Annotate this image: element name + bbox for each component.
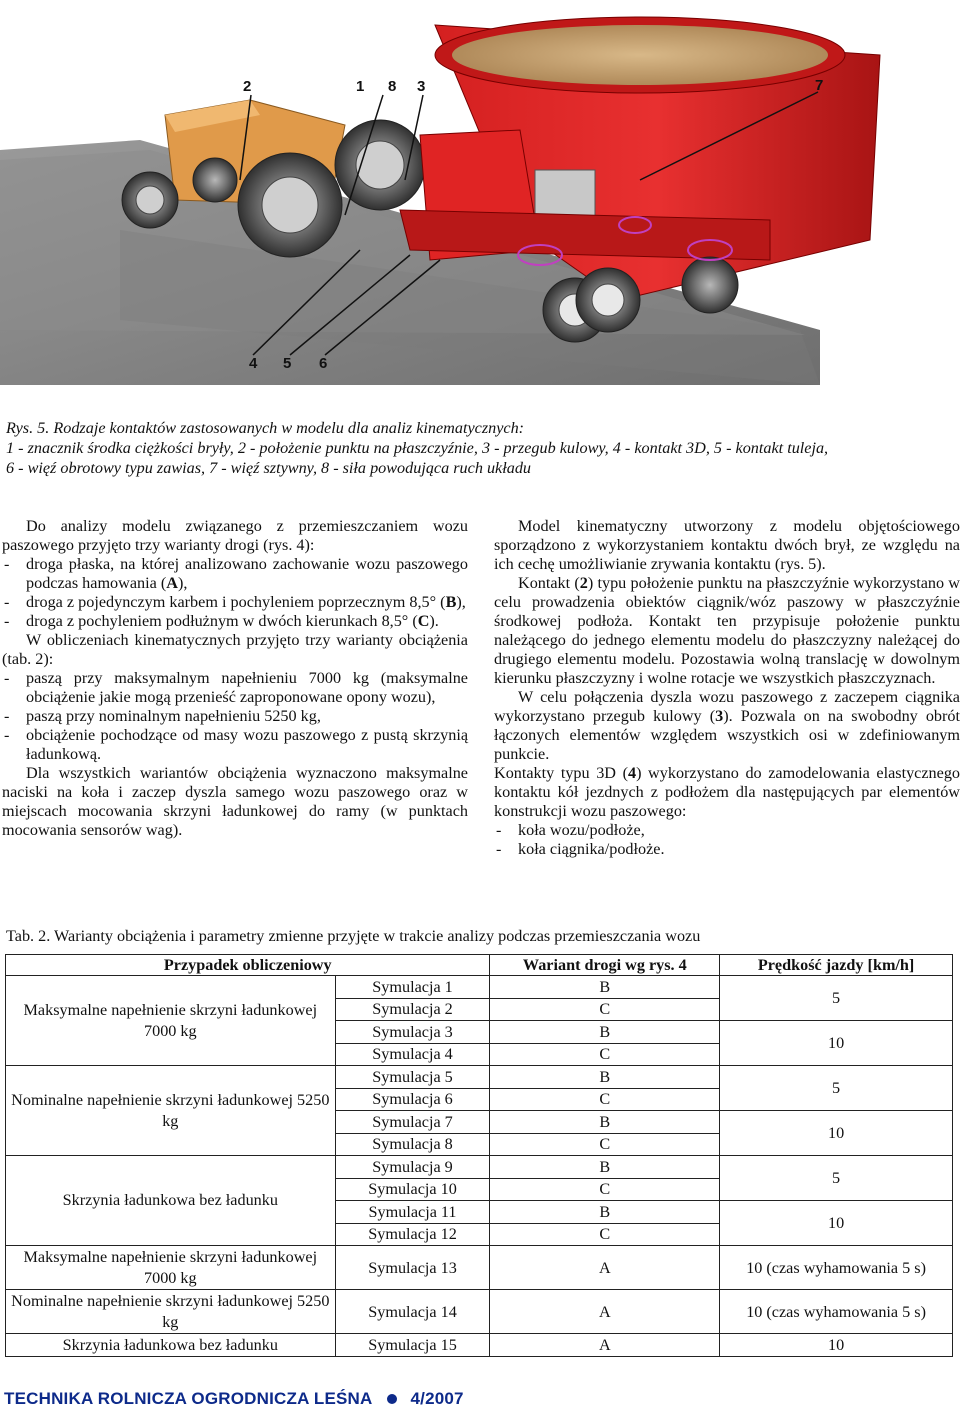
table-row xyxy=(6,1246,953,1290)
variant-cell: C xyxy=(490,998,720,1021)
right-paragraph-2: Kontakt (2) typu położenie punktu na płaszczyźnie wykorzystano w celu prowadzenia obiektów ciągnik/wóz paszowy w płaszczyźnie środkowej podłoża. Kontakt ten przypisuje położenie punktu należącego do jednego elementu modelu do płaszczyzny należącej do drugiego elementu modelu. Pozostawia wolną translację w dowolnym kierunku płaszczyzny i wolne rotacje we wszystkich płaszczyznach. xyxy=(494,574,960,687)
right-list-item-2: - koła ciągnika/podłoże. xyxy=(496,840,665,858)
load-variants-table xyxy=(5,954,953,1357)
table-row xyxy=(6,1290,953,1334)
label-1: 1 xyxy=(356,78,365,95)
speed-cell: 10 (czas wyhamowania 5 s) xyxy=(720,1246,953,1290)
group-cell: Maksymalne napełnienie skrzyni ładunkowej 7000 kg xyxy=(6,1246,336,1290)
left-list-item-1: - droga płaska, na której analizowano zachowanie wozu paszowego podczas hamowania (A), xyxy=(4,555,468,592)
left-list-item-6: - obciążenie pochodzące od masy wozu paszowego z pustą skrzynią ładunkową. xyxy=(4,726,468,763)
variant-cell: C xyxy=(490,1223,720,1246)
header-case: Przypadek obliczeniowy xyxy=(6,955,490,976)
caption-line-1: Rys. 5. Rodzaje kontaktów zastosowanych w modelu dla analiz kinematycznych: xyxy=(6,419,525,437)
sim-cell: Symulacja 15 xyxy=(335,1334,490,1357)
journal-footer xyxy=(4,1389,464,1409)
variant-cell: A xyxy=(490,1246,720,1290)
right-paragraph-3: W celu połączenia dyszla wozu paszowego z zaczepem ciągnika wykorzystano przegub kulowy (3). Pozwala on na swobodny obrót łączonych elementów względem wszystkich osi w zdefiniowanym punkcie. xyxy=(494,688,960,763)
variant-cell: B xyxy=(490,1066,720,1089)
journal-issue: 4/2007 xyxy=(410,1389,464,1408)
right-paragraph-4: Kontakty typu 3D (4) wykorzystano do zamodelowania elastycznego kontaktu kół jezdnych z podłożem dla następujących par elementów konstrukcji wozu paszowego: xyxy=(494,764,960,820)
variant-cell: A xyxy=(490,1334,720,1357)
speed-cell: 10 xyxy=(720,1334,953,1357)
caption-line-2: 1 - znacznik środka ciężkości bryły, 2 - położenie punktu na płaszczyźnie, 3 - przegub kulowy, 4 - kontakt 3D, 5 - kontakt tuleja, xyxy=(6,439,829,457)
group-cell: Skrzynia ładunkowa bez ładunku xyxy=(6,1334,336,1357)
variant-cell: B xyxy=(490,1156,720,1179)
variant-cell: B xyxy=(490,1201,720,1224)
table-row xyxy=(6,1066,953,1089)
right-paragraph-1: Model kinematyczny utworzony z modelu objętościowego sporządzono z wykorzystaniem kontaktu dwóch brył, ze względu na ich cechę umożliwianie zrywania kontaktu (rys. 5). xyxy=(494,517,960,573)
sim-cell: Symulacja 13 xyxy=(335,1246,490,1290)
group-cell: Maksymalne napełnienie skrzyni ładunkowej 7000 kg xyxy=(6,976,336,1066)
label-4: 4 xyxy=(249,355,258,372)
speed-cell: 10 xyxy=(720,1021,953,1066)
label-5: 5 xyxy=(283,355,292,372)
sim-cell: Symulacja 2 xyxy=(335,998,490,1021)
header-speed: Prędkość jazdy [km/h] xyxy=(720,955,953,976)
label-6: 6 xyxy=(319,355,328,372)
sim-cell: Symulacja 10 xyxy=(335,1178,490,1201)
feed-wagon-illustration xyxy=(0,0,960,395)
left-list-item-4: - paszą przy maksymalnym napełnieniu 7000 kg (maksymalne obciążenie jakie mogą przenieść zaproponowane opony wozu), xyxy=(4,669,468,706)
sim-cell: Symulacja 11 xyxy=(335,1201,490,1224)
sim-cell: Symulacja 1 xyxy=(335,976,490,999)
sim-cell: Symulacja 5 xyxy=(335,1066,490,1089)
figure-caption xyxy=(6,418,956,478)
sim-cell: Symulacja 6 xyxy=(335,1088,490,1111)
speed-cell: 5 xyxy=(720,1066,953,1111)
group-cell: Nominalne napełnienie skrzyni ładunkowej 5250 kg xyxy=(6,1066,336,1156)
table-header-row xyxy=(6,955,953,976)
label-3: 3 xyxy=(417,78,426,95)
sim-cell: Symulacja 14 xyxy=(335,1290,490,1334)
journal-title: TECHNIKA ROLNICZA OGRODNICZA LEŚNA xyxy=(4,1389,373,1408)
variant-cell: C xyxy=(490,1088,720,1111)
variant-cell: C xyxy=(490,1178,720,1201)
sim-cell: Symulacja 12 xyxy=(335,1223,490,1246)
right-list-item-1: - koła wozu/podłoże, xyxy=(496,821,645,839)
variant-cell: A xyxy=(490,1290,720,1334)
sim-cell: Symulacja 7 xyxy=(335,1111,490,1134)
sim-cell: Symulacja 8 xyxy=(335,1133,490,1156)
sim-cell: Symulacja 9 xyxy=(335,1156,490,1179)
variant-cell: B xyxy=(490,976,720,999)
left-paragraph-3: Dla wszystkich wariantów obciążenia wyznaczono maksymalne naciski na koła i zaczep dyszla samego wozu paszowego oraz w miejscach mocowania skrzyni ładunkowej do ramy (w punktach mocowania sensorów wag). xyxy=(2,764,468,839)
speed-cell: 10 (czas wyhamowania 5 s) xyxy=(720,1290,953,1334)
table-row xyxy=(6,976,953,999)
group-cell: Skrzynia ładunkowa bez ładunku xyxy=(6,1156,336,1246)
left-paragraph-2: W obliczeniach kinematycznych przyjęto trzy warianty obciążenia (tab. 2): xyxy=(2,631,468,668)
speed-cell: 10 xyxy=(720,1201,953,1246)
variant-cell: B xyxy=(490,1021,720,1044)
speed-cell: 10 xyxy=(720,1111,953,1156)
caption-line-3: 6 - więź obrotowy typu zawias, 7 - więź sztywny, 8 - siła powodująca ruch układu xyxy=(6,459,532,477)
speed-cell: 5 xyxy=(720,1156,953,1201)
table-caption: Tab. 2. Warianty obciążenia i parametry zmienne przyjęte w trakcie analizy podczas przemieszczania wozu xyxy=(6,927,701,945)
left-paragraph-1: Do analizy modelu związanego z przemieszczaniem wozu paszowego przyjęto trzy warianty drogi (rys. 4): xyxy=(2,517,468,554)
label-7: 7 xyxy=(815,77,824,94)
label-2: 2 xyxy=(243,78,252,95)
bullet-icon xyxy=(387,1394,397,1404)
speed-cell: 5 xyxy=(720,976,953,1021)
figure-feed-wagon-model xyxy=(0,0,960,395)
group-cell: Nominalne napełnienie skrzyni ładunkowej 5250 kg xyxy=(6,1290,336,1334)
left-list-item-3: - droga z pochyleniem podłużnym w dwóch kierunkach 8,5° (C). xyxy=(4,612,439,630)
sim-cell: Symulacja 4 xyxy=(335,1043,490,1066)
variant-cell: C xyxy=(490,1043,720,1066)
variant-cell: C xyxy=(490,1133,720,1156)
variant-cell: B xyxy=(490,1111,720,1134)
table-row xyxy=(6,1334,953,1357)
header-road-variant: Wariant drogi wg rys. 4 xyxy=(490,955,720,976)
left-list-item-5: - paszą przy nominalnym napełnieniu 5250 kg, xyxy=(4,707,321,725)
table-row xyxy=(6,1156,953,1179)
sim-cell: Symulacja 3 xyxy=(335,1021,490,1044)
right-column xyxy=(494,517,960,859)
label-8: 8 xyxy=(388,78,397,95)
left-list-item-2: - droga z pojedynczym karbem i pochyleniem poprzecznym 8,5° (B), xyxy=(4,593,466,611)
left-column xyxy=(2,517,468,840)
